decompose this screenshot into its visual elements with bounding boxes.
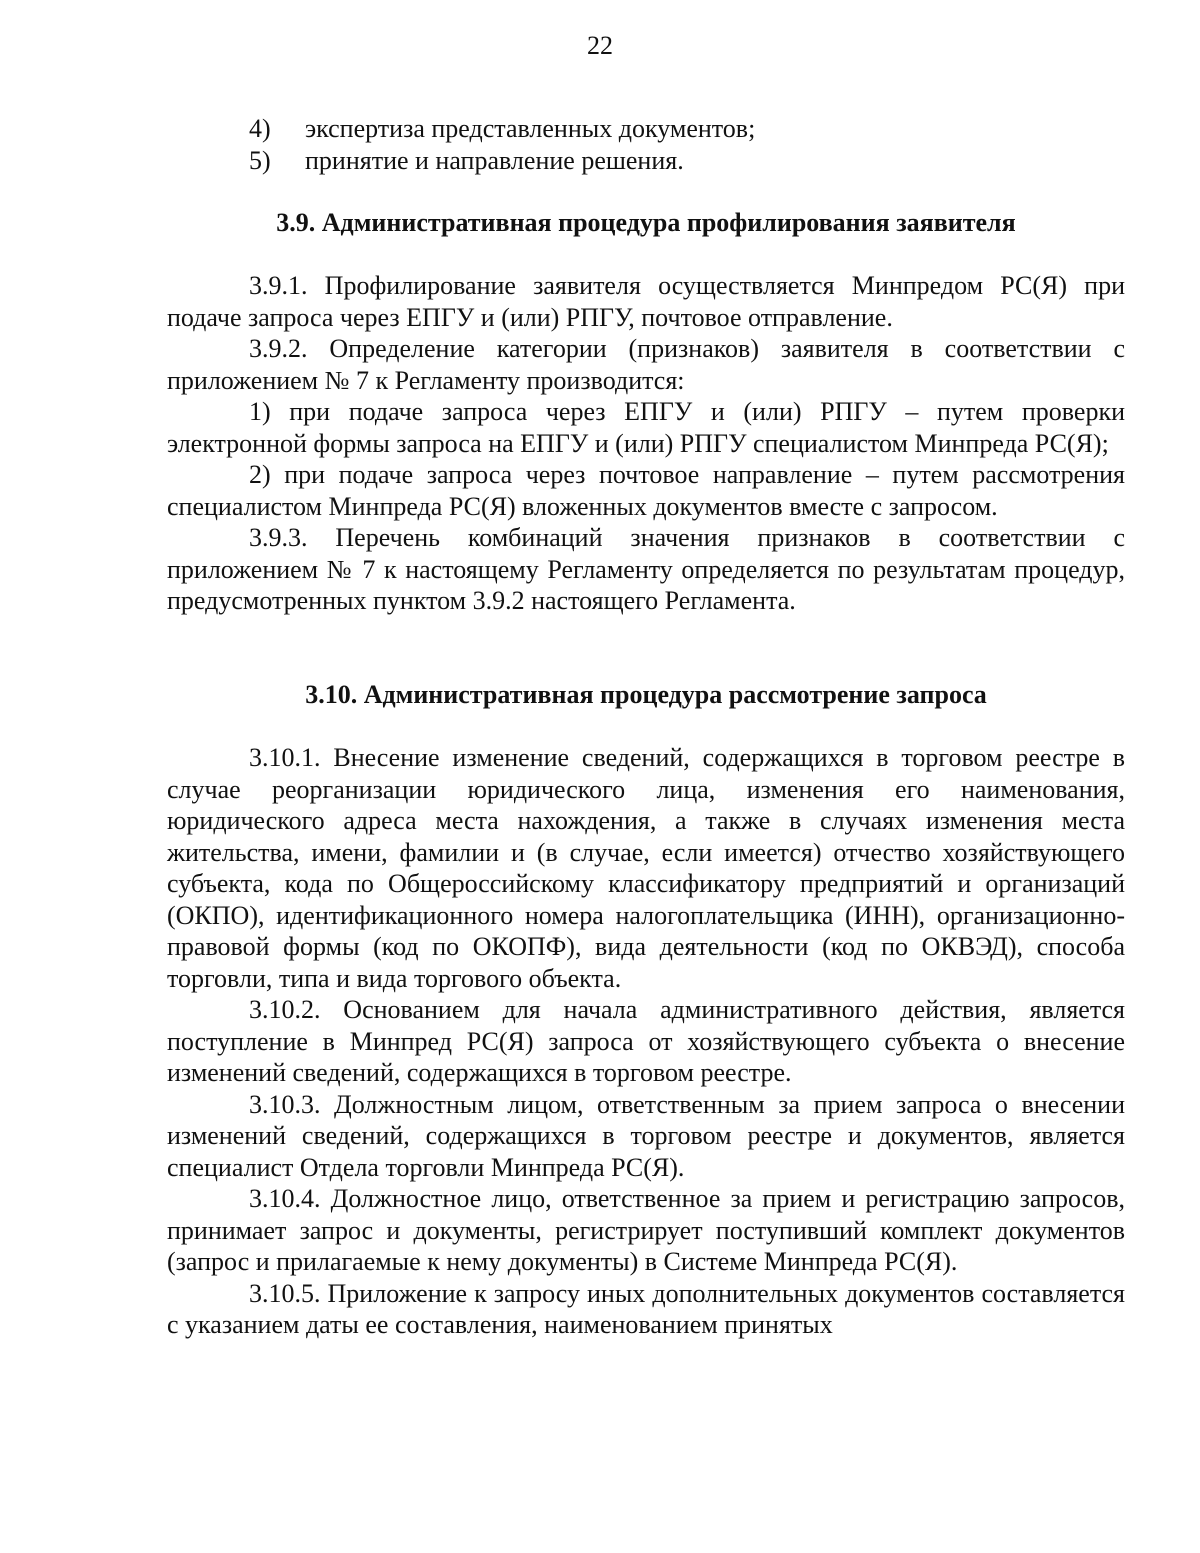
procedure-step-list: [167, 113, 1125, 176]
paragraph-3-10-5: 3.10.5. Приложение к запросу иных дополнительных документов составляется с указанием даты ее составления, наименованием принятых: [167, 1278, 1125, 1339]
section-3-9-body: [167, 270, 1125, 617]
list-item: [249, 113, 1125, 145]
paragraph-3-10-3: 3.10.3. Должностным лицом, ответственным за прием запроса о внесении изменений сведений, содержащихся в торговом реестре и документов, является специалист Отдела торговли Минпреда РС(Я).: [167, 1089, 1125, 1182]
paragraph-3-9-2: 3.9.2. Определение категории (признаков) заявителя в соответствии с приложением № 7 к Регламенту производится:: [167, 334, 1125, 395]
page-number: 22: [587, 31, 613, 60]
section-3-10-heading: 3.10. Административная процедура рассмотрение запроса: [305, 680, 987, 709]
paragraph-3-10-2: 3.10.2. Основанием для начала административного действия, является поступление в Минпред РС(Я) запроса от хозяйствующего субъекта о внесение изменений сведений, содержащихся в торговом реестре.: [167, 995, 1125, 1087]
paragraph-3-10-4: 3.10.4. Должностное лицо, ответственное за прием и регистрацию запросов, принимает запрос и документы, регистрирует поступивший комплект документов (запрос и прилагаемые к нему документы) в Системе Минпреда РС(Я).: [167, 1184, 1125, 1276]
list-item-text: экспертиза представленных документов;: [305, 114, 756, 143]
list-item: [249, 145, 1125, 177]
paragraph-3-9-1: 3.9.1. Профилирование заявителя осуществляется Минпредом РС(Я) при подаче запроса через ЕПГУ и (или) РПГУ, почтовое отправление.: [167, 271, 1125, 332]
list-item-number: 4): [249, 114, 271, 143]
paragraph-3-10-1: 3.10.1. Внесение изменение сведений, содержащихся в торговом реестре в случае реорганизации юридического лица, изменения его наименования, юридического адреса места нахождения, а также в случаях изменения места жительства, имени, фамилии и (в случае, если имеется) отчество хозяйствующего субъекта, кода по Общероссийскому классификатору предприятий и организаций (ОКПО), идентификационного номера налогоплательщика (ИНН), организационно-правовой формы (код по ОКОПФ), вида деятельности (код по ОКВЭД), способа торговли, типа и вида торгового объекта.: [167, 743, 1125, 993]
list-item-text: принятие и направление решения.: [305, 145, 684, 175]
paragraph-3-9-2-item-2: 2) при подаче запроса через почтовое направление – путем рассмотрения специалистом Минпреда РС(Я) вложенных документов вместе с запросом.: [167, 460, 1125, 521]
paragraph-3-9-3: 3.9.3. Перечень комбинаций значения признаков в соответствии с приложением № 7 к настоящему Регламенту определяется по результатам процедур, предусмотренных пунктом 3.9.2 настоящего Регламента.: [167, 523, 1125, 615]
paragraph-3-9-2-item-1: 1) при подаче запроса через ЕПГУ и (или) РПГУ – путем проверки электронной формы запроса на ЕПГУ и (или) РПГУ специалистом Минпреда РС(Я);: [167, 397, 1125, 458]
section-3-9-heading: 3.9. Административная процедура профилирования заявителя: [276, 208, 1016, 237]
section-3-10-body: [167, 742, 1125, 1341]
list-item-number: 5): [249, 145, 271, 175]
